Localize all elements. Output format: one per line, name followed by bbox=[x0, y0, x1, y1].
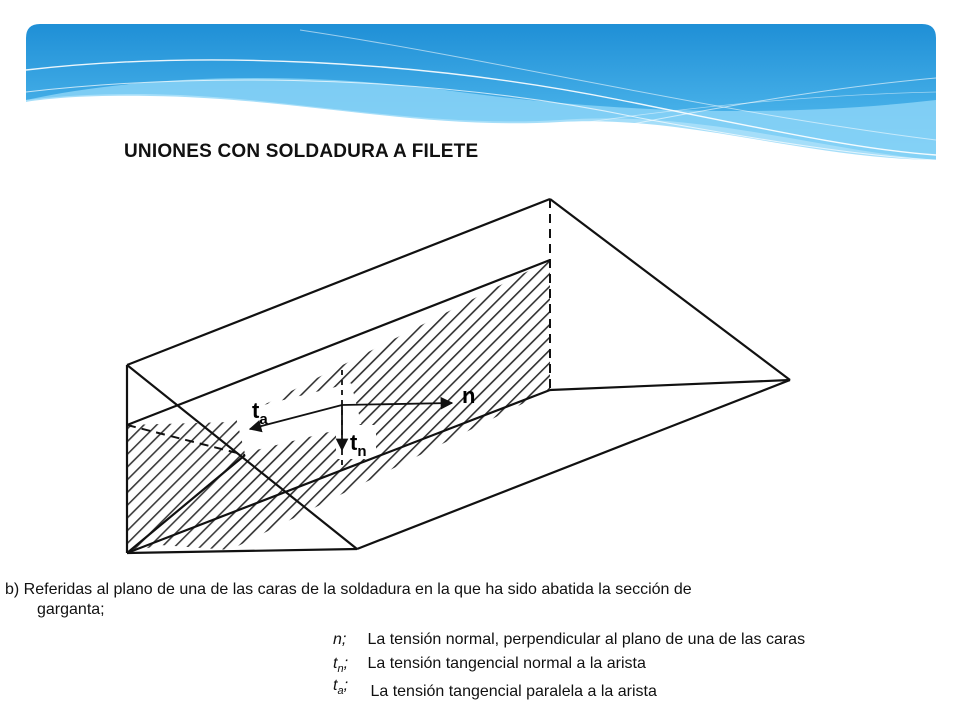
caption-line-1: b) Referidas al plano de una de las caras de la soldadura en la que ha sido abatida la sección de bbox=[5, 581, 692, 598]
legend-text: La tensión tangencial normal a la arista bbox=[367, 655, 646, 672]
legend-symbol: $t_n$; bbox=[333, 655, 349, 676]
label-tn: $t_n$ bbox=[350, 430, 367, 460]
fillet-weld-diagram bbox=[100, 175, 820, 575]
page-title: UNIONES CON SOLDADURA A FILETE bbox=[124, 141, 479, 162]
legend-symbol: $t_a$; bbox=[333, 677, 349, 698]
legend-text: La tensión normal, perpendicular al plano de una de las caras bbox=[367, 631, 806, 648]
legend-symbol: n; bbox=[333, 631, 347, 648]
label-n: n bbox=[462, 383, 476, 408]
label-ta: $t_a$ bbox=[252, 398, 268, 428]
caption-line-2: garganta; bbox=[37, 601, 105, 618]
legend-item-n bbox=[333, 630, 805, 650]
caption bbox=[5, 580, 950, 620]
legend-item-ta bbox=[333, 676, 657, 701]
legend-text: La tensión tangencial paralela a la arista bbox=[370, 683, 657, 700]
